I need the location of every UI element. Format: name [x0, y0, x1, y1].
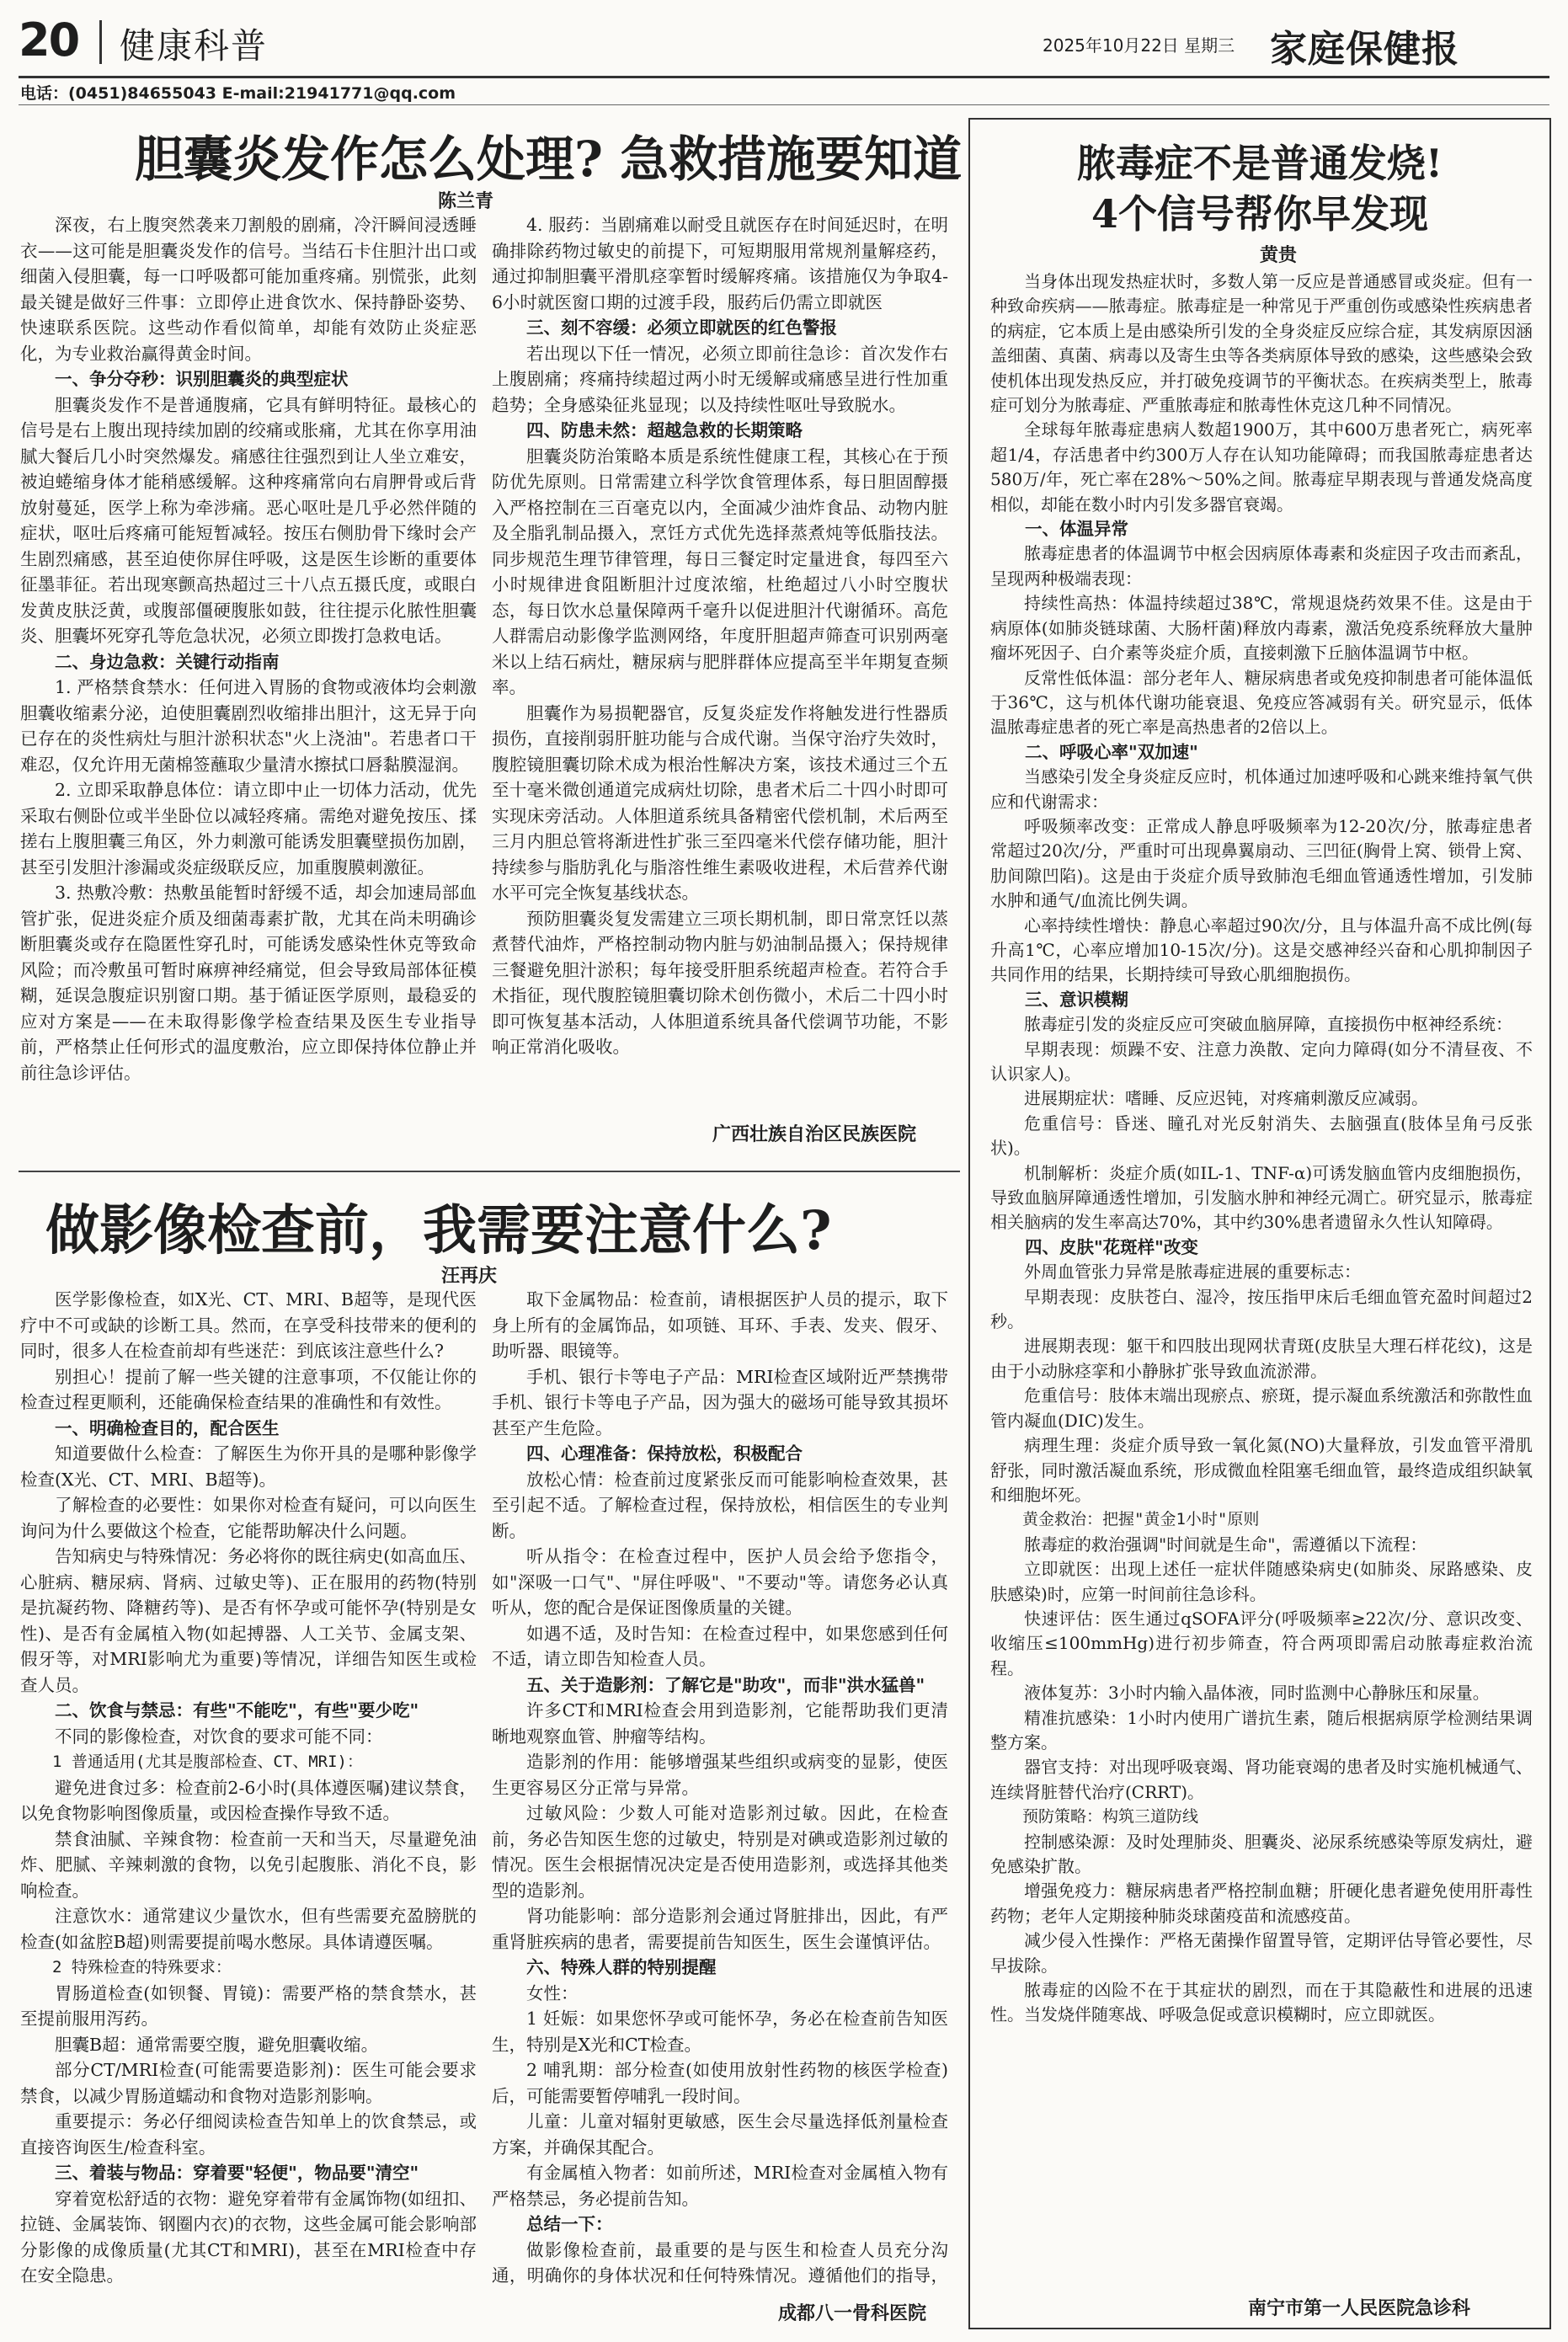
paragraph: 脓毒症的救治强调"时间就是生命"，需遵循以下流程： [1024, 1534, 1427, 1555]
contact-line: 电话：(0451)84655043 E-mail:21941771@qq.com [20, 84, 456, 103]
paragraph: 控制感染源：及时处理肺炎、胆囊炎、泌尿系统感染等原发病灶，避免感染扩散。 [990, 1831, 1533, 1876]
paragraph: 脓毒症患者的体温调节中枢会因病原体毒素和炎症因子攻击而紊乱，呈现两种极端表现： [990, 543, 1533, 589]
paragraph: 快速评估：医生通过qSOFA评分(呼吸频率≥22次/分、意识改变、收缩压≤100mmHg)进行初步筛查，符合两项即需启动脓毒症救治流程。 [990, 1608, 1533, 1678]
article-divider [19, 1171, 960, 1172]
article2-title: 做影像检查前，我需要注意什么? [45, 1199, 832, 1262]
article1-column-1 [20, 212, 477, 1155]
subheading: 四、防患未然：超越急救的长期策略 [526, 420, 803, 440]
paragraph: 过敏风险：少数人可能对造影剂过敏。因此，在检查前，务必告知医生您的过敏史，特别是对碘或造影剂过敏的情况。医生会根据情况决定是否使用造影剂，或选择其他类型的造影剂。 [492, 1803, 948, 1901]
paragraph: 胃肠道检查(如钡餐、胃镜)：需要严格的禁食禁水，甚至提前服用泻药。 [20, 1982, 477, 2029]
article2-org: 成都八一骨科医院 [778, 2303, 927, 2324]
paragraph: 注意饮水：通常建议少量饮水，但有些需要充盈膀胱的检查(如盆腔B超)则需要提前喝水憋尿。具体请遵医嘱。 [20, 1906, 477, 1952]
newspaper-brand: 家庭保健报 [1270, 28, 1459, 71]
paragraph: 胆囊B超：通常需要空腹，避免胆囊收缩。 [55, 2034, 379, 2055]
paragraph: 心率持续性增快：静息心率超过90次/分，且与体温升高不成比例(每升高1℃，心率应增加10-15次/分)。这是交感神经兴奋和心肌抑制因子共同作用的结果，长期持续可导致心肌细胞损伤。 [990, 915, 1533, 985]
paragraph: 1. 严格禁食禁水：任何进入胃肠的食物或液体均会刺激胆囊收缩素分泌，迫使胆囊剧烈收缩排出胆汁，这无异于向已存在的炎性病灶与胆汁淤积状态"火上浇油"。若患者口干难忍，仅允许用无菌棉签蘸取少量清水擦拭口唇黏膜湿润。 [20, 677, 477, 775]
subheading: 总结一下： [526, 2214, 613, 2234]
article1-column-2 [492, 212, 948, 1088]
paragraph: 脓毒症的凶险不在于其症状的剧烈，而在于其隐蔽性和进展的迅速性。当发烧伴随寒战、呼吸急促或意识模糊时，应立即就医。 [990, 1980, 1533, 2025]
subheading: 六、特殊人群的特别提醒 [526, 1957, 717, 1977]
header-divider [99, 20, 102, 64]
article-sepsis-box [968, 118, 1551, 2329]
paragraph: 造影剂的作用：能够增强某些组织或病变的显影，使医生更容易区分正常与异常。 [492, 1752, 948, 1798]
article3-title-line2: 4个信号帮你早发现 [1091, 191, 1428, 237]
paragraph: 手机、银行卡等电子产品：MRI检查区域附近严禁携带手机、银行卡等电子产品，因为强大的磁场可能导致其损坏甚至产生危险。 [492, 1366, 948, 1438]
paragraph: 当感染引发全身炎症反应时，机体通过加速呼吸和心跳来维持氧气供应和代谢需求： [990, 766, 1533, 812]
subheading: 三、着装与物品：穿着要"轻便"，物品要"清空" [55, 2163, 419, 2183]
paragraph: 听从指令：在检查过程中，医护人员会给予您指令，如"深吸一口气"、"屏住呼吸"、"不要动"等。请您务必认真听从，您的配合是保证图像质量的关键。 [492, 1546, 948, 1618]
article1-title: 胆囊炎发作怎么处理? 急救措施要知道 [135, 131, 963, 188]
article3-org: 南宁市第一人民医院急诊科 [1248, 2298, 1471, 2319]
issue-date: 2025年10月22日 星期三 [1043, 35, 1235, 56]
paragraph: 危重信号：肢体末端出现瘀点、瘀斑，提示凝血系统激活和弥散性血管内凝血(DIC)发生。 [990, 1385, 1533, 1431]
paragraph: 当身体出现发热症状时，多数人第一反应是普通感冒或炎症。但有一种致命疾病——脓毒症。脓毒症是一种常见于严重创伤或感染性疾病患者的病症，它本质上是由感染所引发的全身炎症反应综合症，其发病原因涵盖细菌、真菌、病毒以及寄生虫等各类病原体导致的感染，这些感染会致使机体出现发热反应，并打破免疫调节的平衡状态。在疾病类型上，脓毒症可划分为脓毒症、严重脓毒症和脓毒性休克这几种不同情况。 [990, 271, 1533, 416]
subheading: 四、皮肤"花斑样"改变 [1025, 1236, 1198, 1257]
page-number: 20 [19, 13, 79, 67]
article2-column-2 [492, 1287, 948, 2289]
subheading: 三、意识模糊 [1025, 989, 1128, 1010]
paragraph: 减少侵入性操作：严格无菌操作留置导管，定期评估导管必要性，尽早拔除。 [990, 1930, 1533, 1976]
contact-rule [19, 104, 1549, 105]
article3-author: 黄贵 [1260, 245, 1298, 266]
page-header [0, 0, 1568, 103]
header-rule [19, 76, 1549, 78]
paragraph: 增强免疫力：糖尿病患者严格控制血糖；肝硬化患者避免使用肝毒性药物；老年人定期接种肺炎球菌疫苗和流感疫苗。 [990, 1881, 1533, 1926]
paragraph: 进展期症状：嗜睡、反应迟钝，对疼痛刺激反应减弱。 [1024, 1088, 1428, 1109]
subheading: 四、心理准备：保持放松，积极配合 [526, 1443, 803, 1464]
subheading: 一、争分夺秒：识别胆囊炎的典型症状 [55, 369, 349, 389]
paragraph: 儿童：儿童对辐射更敏感，医生会尽量选择低剂量检查方案，并确保其配合。 [492, 2111, 948, 2158]
paragraph: 2. 立即采取静息体位：请立即中止一切体力活动，优先采取右侧卧位或半坐卧位以减轻疼痛。需绝对避免按压、揉搓右上腹胆囊三角区，外力刺激可能诱发胆囊壁损伤加剧，甚至引发胆汁渗漏或炎症级联反应，加重腹膜刺激征。 [20, 780, 477, 878]
paragraph: 持续性高热：体温持续超过38℃，常规退烧药效果不佳。这是由于病原体(如肺炎链球菌、大肠杆菌)释放内毒素，激活免疫系统释放大量肿瘤坏死因子、白介素等炎症介质，直接刺激下丘脑体温调节中枢。 [990, 593, 1533, 664]
paragraph: 2 哺乳期：部分检查(如使用放射性药物的核医学检查)后，可能需要暂停哺乳一段时间。 [492, 2060, 948, 2106]
paragraph: 穿着宽松舒适的衣物：避免穿着带有金属饰物(如纽扣、拉链、金属装饰、钢圈内衣)的衣物，这些金属可能会影响部分影像的成像质量(尤其CT和MRI)，甚至在MRI检查中存在安全隐患。 [20, 2188, 477, 2286]
article3-title-line1: 脓毒症不是普通发烧! [1076, 141, 1443, 186]
paragraph: 机制解析：炎症介质(如IL-1、TNF-α)可诱发脑血管内皮细胞损伤，导致血脑屏障通透性增加，引发脑水肿和神经元凋亡。研究显示，脓毒症相关脑病的发生率高达70%，其中约30%患者遗留永久性认知障碍。 [990, 1162, 1533, 1233]
paragraph: 1 普通适用(尤其是腹部检查、CT、MRI)： [52, 1752, 363, 1771]
paragraph: 全球每年脓毒症患病人数超1900万，其中600万患者死亡，病死率超1/4，存活患者中约300万人存在认知功能障碍；而我国脓毒症患者达580万/年，死亡率在28%～50%之间。脓毒症早期表现与普通发烧高度相似，却能在数小时内引发多器官衰竭。 [990, 419, 1533, 515]
paragraph: 早期表现：皮肤苍白、湿冷，按压指甲床后毛细血管充盈时间超过2秒。 [990, 1286, 1533, 1332]
paragraph: 女性： [526, 1982, 579, 2003]
subheading: 二、身边急救：关键行动指南 [55, 651, 280, 672]
paragraph: 外周血管张力异常是脓毒症进展的重要标志： [1024, 1262, 1361, 1283]
paragraph: 1 妊娠：如果您怀孕或可能怀孕，务必在检查前告知医生，特别是X光和CT检查。 [492, 2009, 948, 2055]
paragraph: 反常性低体温：部分老年人、糖尿病患者或免疫抑制患者可能体温低于36℃，这与机体代谢功能衰退、免疫应答减弱有关。研究显示，低体温脓毒症患者的死亡率是高热患者的2倍以上。 [990, 667, 1533, 738]
paragraph: 放松心情：检查前过度紧张反而可能影响检查效果，甚至引起不适。了解检查过程，保持放松，相信医生的专业判断。 [492, 1469, 948, 1541]
paragraph: 告知病史与特殊情况：务必将你的既往病史(如高血压、心脏病、糖尿病、肾病、过敏史等)、正在服用的药物(特别是抗凝药物、降糖药等)、是否有怀孕或可能怀孕(特别是女性)、是否有金属植入物(如起搏器、人工关节、金属支架、假牙等，对MRI影响尤为重要)等情况，详细告知医生或检查人员。 [20, 1546, 477, 1695]
subheading: 二、饮食与禁忌：有些"不能吃"，有些"要少吃" [55, 1700, 419, 1720]
paragraph: 胆囊炎防治策略本质是系统性健康工程，其核心在于预防优先原则。日常需建立科学饮食管理体系，每日胆固醇摄入严格控制在三百毫克以内，全面减少油炸食品、动物内脏及全脂乳制品摄入，烹饪方式优先选择蒸煮炖等低脂技法。同步规范生理节律管理，每日三餐定时定量进食，每四至六小时规律进食阻断胆汁过度浓缩，杜绝超过八小时空腹状态，每日饮水总量保障两千毫升以促进胆汁代谢循环。高危人群需启动影像学监测网络，年度肝胆超声筛查可识别两毫米以上结石病灶，糖尿病与肥胖群体应提高至半年期复查频率。 [492, 445, 948, 697]
subheading: 二、呼吸心率"双加速" [1025, 741, 1198, 762]
article2-author: 汪再庆 [441, 1266, 498, 1287]
paragraph: 如遇不适，及时告知：在检查过程中，如果您感到任何不适，请立即告知检查人员。 [492, 1623, 948, 1669]
paragraph: 若出现以下任一情况，必须立即前往急诊：首次发作右上腹剧痛；疼痛持续超过两小时无缓解或痛感呈进行性加重趋势；全身感染征兆显现；以及持续性呕吐导致脱水。 [492, 343, 948, 415]
paragraph: 进展期表现：躯干和四肢出现网状青斑(皮肤呈大理石样花纹)，这是由于小动脉痉挛和小静脉扩张导致血流淤滞。 [990, 1336, 1533, 1381]
article1-org: 广西壮族自治区民族医院 [712, 1124, 917, 1145]
subheading: 三、刻不容缓：必须立即就医的红色警报 [526, 317, 837, 338]
article2-column-1 [20, 1287, 477, 2316]
paragraph: 许多CT和MRI检查会用到造影剂，它能帮助我们更清晰地观察血管、肿瘤等结构。 [492, 1700, 948, 1747]
paragraph: 胆囊作为易损靶器官，反复炎症发作将触发进行性器质损伤，直接削弱肝脏功能与合成代谢。当保守治疗失效时，腹腔镜胆囊切除术成为根治性解决方案，该技术通过三个五至十毫米微创通道完成病灶切除，患者术后二十四小时即可实现床旁活动。人体胆道系统具备精密代偿机制，术后两至三月内胆总管将渐进性扩张三至四毫米代偿存储功能，胆汁持续参与脂肪乳化与脂溶性维生素吸收进程，术后营养代谢水平可完全恢复基线状态。 [492, 702, 948, 903]
paragraph: 预防策略：构筑三道防线 [1022, 1807, 1199, 1827]
paragraph: 预防胆囊炎复发需建立三项长期机制，即日常烹饪以蒸煮替代油炸，严格控制动物内脏与奶油制品摄入；保持规律三餐避免胆汁淤积；每年接受肝胆系统超声检查。若符合手术指征，现代腹腔镜胆囊切除术创伤微小，术后二十四小时即可恢复基本活动，人体胆道系统具备代偿调节功能，不影响正常消化吸收。 [492, 908, 948, 1057]
paragraph: 3. 热敷冷敷：热敷虽能暂时舒缓不适，却会加速局部血管扩张，促进炎症介质及细菌毒素扩散，尤其在尚未明确诊断胆囊炎或存在隐匿性穿孔时，可能诱发感染性休克等致命风险；而冷敷虽可暂时麻痹神经痛觉，但会导致局部体征模糊，延误急腹症识别窗口期。基于循证医学原则，最稳妥的应对方案是——在未取得影像学检查结果及医生专业指导前，严格禁止任何形式的温度敷治，应立即保持体位静止并前往急诊评估。 [20, 883, 477, 1083]
paragraph: 病理生理：炎症介质导致一氧化氮(NO)大量释放，引发血管平滑肌舒张，同时激活凝血系统，形成微血栓阻塞毛细血管，最终造成组织缺氧和细胞坏死。 [990, 1435, 1533, 1505]
paragraph: 立即就医：出现上述任一症状伴随感染病史(如肺炎、尿路感染、皮肤感染)时，应第一时间前往急诊科。 [990, 1559, 1533, 1604]
paragraph: 重要提示：务必仔细阅读检查告知单上的饮食禁忌，或直接咨询医生/检查科室。 [20, 2111, 477, 2158]
paragraph: 2 特殊检查的特殊要求： [52, 1958, 232, 1977]
paragraph: 4. 服药：当剧痛难以耐受且就医存在时间延迟时，在明确排除药物过敏史的前提下，可短期服用常规剂量解痉药，通过抑制胆囊平滑肌痉挛暂时缓解疼痛。该措施仅为争取4-6小时就医窗口期的过渡手段，服药后仍需立即就医 [492, 215, 948, 312]
paragraph: 有金属植入物者：如前所述，MRI检查对金属植入物有严格禁忌，务必提前告知。 [492, 2163, 948, 2209]
paragraph: 器官支持：对出现呼吸衰竭、肾功能衰竭的患者及时实施机械通气、连续肾脏替代治疗(CRRT)。 [990, 1757, 1533, 1802]
paragraph: 别担心！提前了解一些关键的注意事项，不仅能让你的检查过程更顺利，还能确保检查结果的准确性和有效性。 [20, 1366, 477, 1412]
paragraph: 黄金救治：把握"黄金1小时"原则 [1022, 1510, 1260, 1529]
paragraph: 做影像检查前，最重要的是与医生和检查人员充分沟通，明确你的身体状况和任何特殊情况。遵循他们的指导， [492, 2239, 948, 2286]
paragraph: 了解检查的必要性：如果你对检查有疑问，可以向医生询问为什么要做这个检查，它能帮助解决什么问题。 [20, 1495, 477, 1541]
paragraph: 不同的影像检查，对饮食的要求可能不同： [55, 1726, 383, 1747]
paragraph: 脓毒症引发的炎症反应可突破血脑屏障，直接损伤中枢神经系统： [1024, 1014, 1512, 1035]
paragraph: 深夜，右上腹突然袭来刀割般的剧痛，冷汗瞬间浸透睡衣——这可能是胆囊炎发作的信号。当结石卡住胆汁出口或细菌入侵胆囊，每一口呼吸都可能加重疼痛。别慌张，此刻最关键是做好三件事：立即停止进食饮水、保持静卧姿势、快速联系医院。这些动作看似简单，却能有效防止炎症恶化，为专业救治赢得黄金时间。 [20, 215, 477, 364]
paragraph: 危重信号：昏迷、瞳孔对光反射消失、去脑强直(肢体呈角弓反张状)。 [990, 1112, 1533, 1159]
section-name: 健康科普 [120, 25, 269, 67]
subheading: 一、明确检查目的，配合医生 [55, 1417, 280, 1438]
paragraph: 肾功能影响：部分造影剂会通过肾脏排出，因此，有严重肾脏疾病的患者，需要提前告知医生，医生会谨慎评估。 [492, 1906, 948, 1952]
paragraph: 知道要做什么检查：了解医生为你开具的是哪种影像学检查(X光、CT、MRI、B超等)。 [20, 1443, 477, 1490]
paragraph: 取下金属物品：检查前，请根据医护人员的提示，取下身上所有的金属饰品，如项链、耳环、手表、发夹、假牙、助听器、眼镜等。 [492, 1289, 948, 1361]
article1-author: 陈兰青 [438, 191, 494, 212]
paragraph: 呼吸频率改变：正常成人静息呼吸频率为12-20次/分，脓毒症患者常超过20次/分，严重时可出现鼻翼扇动、三凹征(胸骨上窝、锁骨上窝、肋间隙凹陷)。这是由于炎症介质导致肺泡毛细血管通透性增加，引发肺水肿和通气/血流比例失调。 [990, 815, 1533, 911]
paragraph: 液体复苏：3小时内输入晶体液，同时监测中心静脉压和尿量。 [1024, 1683, 1490, 1704]
paragraph: 禁食油腻、辛辣食物：检查前一天和当天，尽量避免油炸、肥腻、辛辣刺激的食物，以免引起腹胀、消化不良，影响检查。 [20, 1828, 477, 1901]
paragraph: 早期表现：烦躁不安、注意力涣散、定向力障碍(如分不清昼夜、不认识家人)。 [990, 1038, 1533, 1084]
paragraph: 胆囊炎发作不是普通腹痛，它具有鲜明特征。最核心的信号是右上腹出现持续加剧的绞痛或胀痛，尤其在你享用油腻大餐后几小时突然爆发。痛感往往强烈到让人坐立难安，被迫蜷缩身体才能稍感缓解。这种疼痛常向右肩胛骨或后背放射蔓延，医学上称为牵涉痛。恶心呕吐是几乎必然伴随的症状，呕吐后疼痛可能短暂减轻。按压右侧肋骨下缘时会产生剧烈痛感，甚至迫使你屏住呼吸，这是医生诊断的重要体征墨菲征。若出现寒颤高热超过三十八点五摄氏度，或眼白发黄皮肤泛黄，或腹部僵硬腹胀如鼓，往往提示化脓性胆囊炎、胆囊坏死穿孔等危急状况，必须立即拨打急救电话。 [20, 394, 477, 646]
paragraph: 部分CT/MRI检查(可能需要造影剂)：医生可能会要求禁食，以减少胃肠道蠕动和食物对造影剂影响。 [20, 2060, 477, 2106]
article3-body [990, 269, 1533, 2277]
paragraph: 精准抗感染：1小时内使用广谱抗生素，随后根据病原学检测结果调整方案。 [990, 1707, 1533, 1752]
paragraph: 避免进食过多：检查前2-6小时(具体遵医嘱)建议禁食，以免食物影响图像质量，或因检查操作导致不适。 [20, 1777, 477, 1823]
subheading: 五、关于造影剂：了解它是"助攻"，而非"洪水猛兽" [526, 1674, 925, 1695]
subheading: 一、体温异常 [1025, 519, 1128, 540]
paragraph: 医学影像检查，如X光、CT、MRI、B超等，是现代医疗中不可或缺的诊断工具。然而，在享受科技带来的便利的同时，很多人在检查前却有些迷茫：到底该注意些什么? [20, 1289, 477, 1361]
